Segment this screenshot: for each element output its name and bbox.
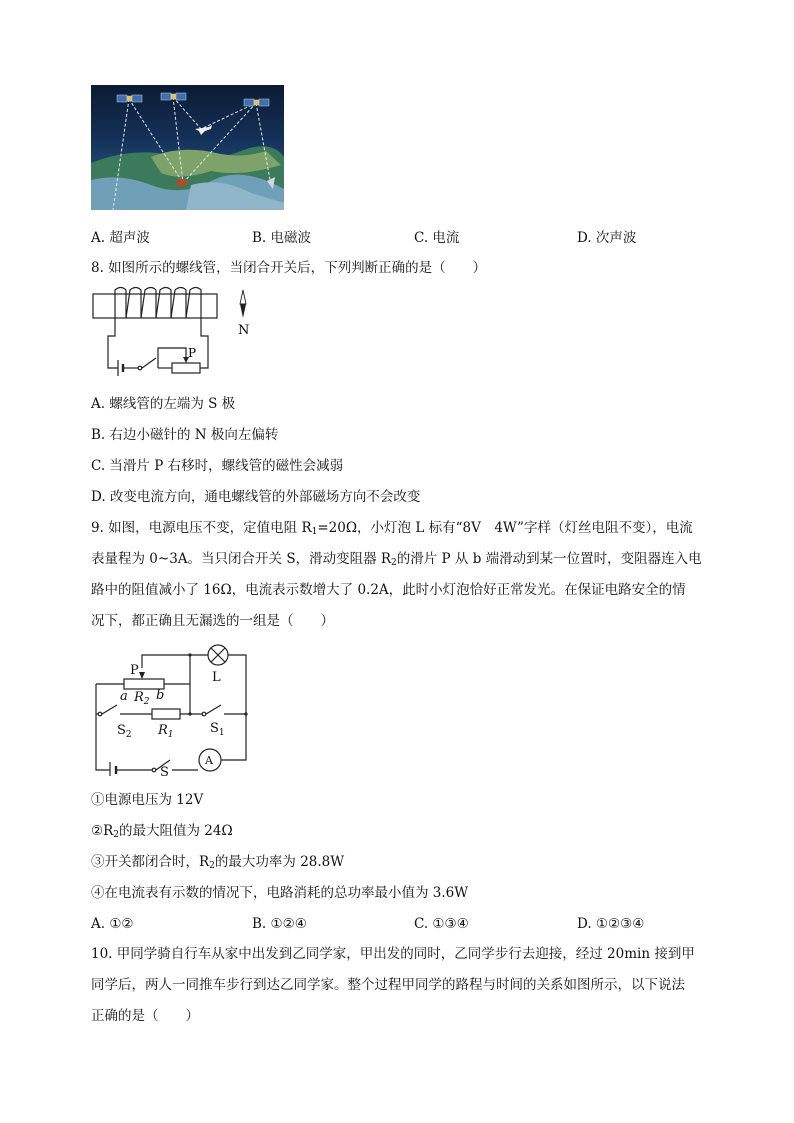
circuit-diagram <box>90 644 250 776</box>
q10-stem-line-1: 10. 甲同学骑自行车从家中出发到乙同学家，甲出发的同时，乙同学步行去迎接，经过 20min 接到甲 <box>91 946 695 962</box>
q7-option-a: A. 超声波 <box>91 230 150 246</box>
switch-s2-label: $S_2$ <box>117 723 132 740</box>
q8-option-b: B. 右边小磁针的 N 极向左偏转 <box>91 427 279 443</box>
r1-label: $R_1$ <box>158 723 174 740</box>
q9-option-b: B. ①②④ <box>252 916 307 932</box>
q8-option-a: A. 螺线管的左端为 S 极 <box>91 396 236 412</box>
q9-stem-line-2: 表量程为 0~3A。当只闭合开关 S，滑动变阻器 $R_2$的滑片 P 从 b 端滑动到某一位置时，变阻器连入电 <box>91 551 702 568</box>
compass-north-label: N <box>238 323 250 338</box>
solenoid-circuit-diagram <box>90 286 260 386</box>
q9-statement-4: ④在电流表有示数的情况下，电路消耗的总功率最小值为 3.6W <box>91 885 469 901</box>
q9-statement-1: ①电源电压为 12V <box>91 792 204 808</box>
q9-option-c: C. ①③④ <box>414 916 469 932</box>
q8-option-d: D. 改变电流方向，通电螺线管的外部磁场方向不会改变 <box>91 489 421 505</box>
satellite-photo <box>91 85 284 210</box>
q9-stem-line-1: 9. 如图，电源电压不变，定值电阻 $R_1=20\Omega$，小灯泡 L 标有“8V 4W”字样（灯丝电阻不变），电流 <box>91 520 693 537</box>
q9-option-d: D. ①②③④ <box>577 916 645 932</box>
q9-statement-3: ③开关都闭合时，$R_2$的最大功率为 28.8W <box>91 854 345 871</box>
lamp-label-l: L <box>212 670 221 685</box>
q9-statement-2: $②R_2$的最大阻值为 24Ω <box>91 823 233 840</box>
slider-label-p: P <box>130 663 139 678</box>
end-label-a: a <box>120 689 128 704</box>
q7-option-b: B. 电磁波 <box>252 230 312 246</box>
switch-s1-label: $S_1$ <box>210 721 225 738</box>
end-label-b: b <box>156 688 165 703</box>
q9-option-a: A. ①② <box>91 916 134 932</box>
q8-option-c: C. 当滑片 P 右移时，螺线管的磁性会减弱 <box>91 458 344 474</box>
r2-label: $R_2$ <box>134 690 150 707</box>
slider-label-p: P <box>188 346 197 360</box>
q7-option-c: C. 电流 <box>414 230 460 246</box>
q10-stem-line-2: 同学后，两人一同推车步行到达乙同学家。整个过程甲同学的路程与时间的关系如图所示，以下说法 <box>91 977 685 993</box>
q7-option-d: D. 次声波 <box>577 230 637 246</box>
q9-stem-line-4: 况下，都正确且无漏选的一组是（ ） <box>91 613 334 629</box>
q9-stem-line-3: 路中的阻值减小了 16Ω，电流表示数增大了 0.2A，此时小灯泡恰好正常发光。在保证电路安全的情 <box>91 582 686 598</box>
q10-stem-line-3: 正确的是（ ） <box>91 1008 199 1024</box>
q8-stem: 8. 如图所示的螺线管，当闭合开关后，下列判断正确的是（ ） <box>91 260 487 276</box>
switch-s-label: S <box>160 765 169 776</box>
ammeter-label: A <box>205 754 213 767</box>
